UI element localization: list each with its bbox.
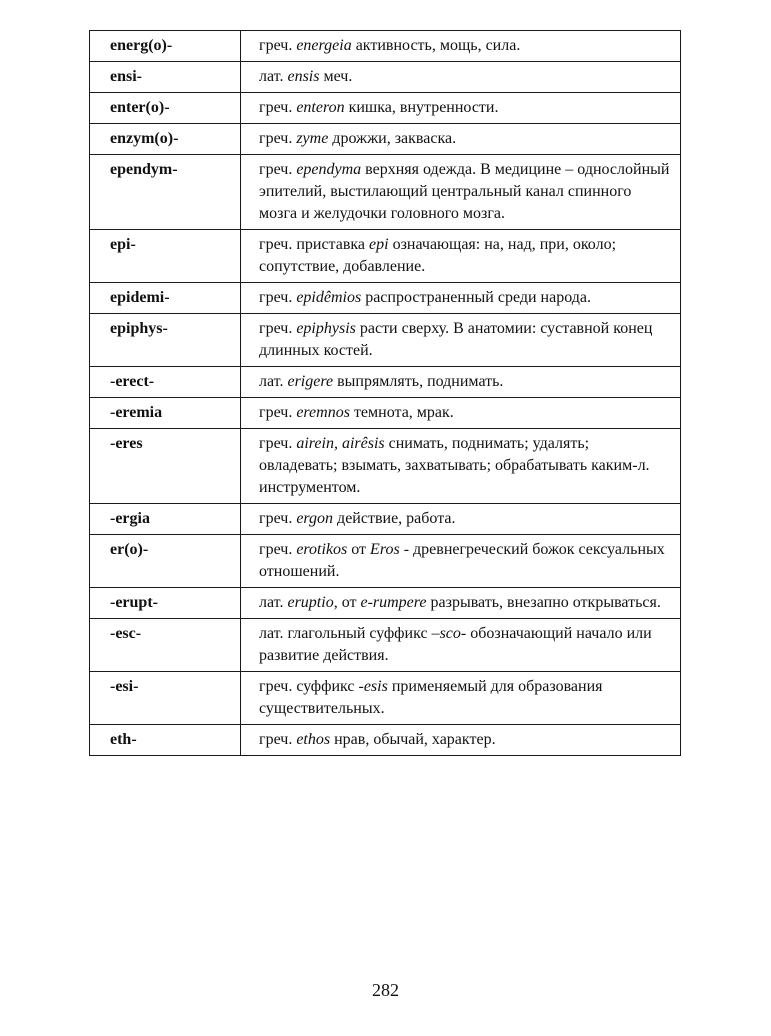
term-cell: epi- <box>90 230 241 283</box>
definition-segment: выпрямлять, поднимать. <box>333 373 504 390</box>
definition-segment: лат. <box>259 594 288 611</box>
definition-cell <box>241 398 681 429</box>
table-row <box>90 725 681 756</box>
definition-segment: лат. <box>259 373 288 390</box>
term-cell: epiphys- <box>90 314 241 367</box>
table-row <box>90 504 681 535</box>
table-row <box>90 619 681 672</box>
definition-italic-segment: erotikos <box>296 541 348 558</box>
definition-italic-segment: erigere <box>287 373 334 390</box>
term-cell: ensi- <box>90 62 241 93</box>
definition-cell <box>241 31 681 62</box>
definition-segment: разрывать, внезапно открываться. <box>426 594 661 611</box>
table-row <box>90 62 681 93</box>
term-cell: -eremia <box>90 398 241 429</box>
definition-segment: означающая: на, над, при, около; сопутствие, добавление. <box>259 236 617 275</box>
definition-segment: , от <box>333 594 361 611</box>
term-cell: er(o)- <box>90 535 241 588</box>
definition-segment: греч. <box>259 510 297 527</box>
definition-italic-segment: epi <box>369 236 389 253</box>
definition-italic-segment: ependyma <box>296 161 362 178</box>
definition-cell <box>241 62 681 93</box>
definition-segment: лат. глагольный суффикс <box>259 625 432 642</box>
definition-cell <box>241 230 681 283</box>
definition-segment: греч. <box>259 37 297 54</box>
table-row <box>90 367 681 398</box>
definition-segment: нрав, обычай, характер. <box>330 731 496 748</box>
term-table <box>89 30 681 756</box>
definition-cell <box>241 588 681 619</box>
definition-segment: - древнегреческий божок сексуальных отношений. <box>259 541 665 580</box>
term-cell: -erect- <box>90 367 241 398</box>
definition-segment: греч. <box>259 731 297 748</box>
definition-segment: греч. суффикс <box>259 678 359 695</box>
definition-segment: меч. <box>319 68 353 85</box>
definition-cell <box>241 725 681 756</box>
definition-cell <box>241 504 681 535</box>
definition-cell <box>241 283 681 314</box>
definition-segment: греч. <box>259 541 297 558</box>
definition-segment: греч. <box>259 130 297 147</box>
term-cell: -esi- <box>90 672 241 725</box>
definition-segment: верхняя одежда. В медицине – однослойный эпителий, выстилающий центральный канал спинного мозга и желудочки головного мозга. <box>259 161 670 222</box>
definition-italic-segment: epidêmios <box>296 289 362 306</box>
table-row <box>90 283 681 314</box>
definition-cell <box>241 535 681 588</box>
definition-italic-segment: enteron <box>296 99 345 116</box>
page-number: 282 <box>372 980 399 1000</box>
definition-italic-segment: epiphysis <box>296 320 356 337</box>
definition-italic-segment: ethos <box>296 731 331 748</box>
definition-segment: греч. <box>259 289 297 306</box>
definition-segment: лат. <box>259 68 288 85</box>
term-cell: enter(o)- <box>90 93 241 124</box>
term-cell: -eres <box>90 429 241 504</box>
definition-segment: обозначающий начало или развитие действия. <box>259 625 652 664</box>
definition-italic-segment: eruptio <box>287 594 334 611</box>
table-row <box>90 155 681 230</box>
definition-segment: действие, работа. <box>333 510 456 527</box>
definition-segment: снимать, поднимать; удалять; овладевать; взымать, захватывать; обрабатывать каким-л. инструментом. <box>259 435 650 496</box>
definition-segment: греч. <box>259 320 297 337</box>
definition-cell <box>241 367 681 398</box>
table-row <box>90 672 681 725</box>
table-row <box>90 535 681 588</box>
definition-italic-segment: e-rumpere <box>360 594 427 611</box>
definition-segment: греч. приставка <box>259 236 370 253</box>
term-table-body <box>90 31 681 756</box>
definition-segment: греч. <box>259 404 297 421</box>
term-cell: -ergia <box>90 504 241 535</box>
term-cell: -esc- <box>90 619 241 672</box>
definition-cell <box>241 429 681 504</box>
table-row <box>90 31 681 62</box>
definition-italic-segment: Eros <box>370 541 400 558</box>
table-row <box>90 124 681 155</box>
definition-segment: кишка, внутренности. <box>344 99 499 116</box>
definition-italic-segment: airein, airêsis <box>296 435 385 452</box>
definition-cell <box>241 672 681 725</box>
table-row <box>90 230 681 283</box>
definition-cell <box>241 619 681 672</box>
term-cell: eth- <box>90 725 241 756</box>
definition-italic-segment: energeia <box>296 37 352 54</box>
table-row <box>90 429 681 504</box>
definition-segment: применяемый для образования существительных. <box>259 678 603 717</box>
term-cell: -erupt- <box>90 588 241 619</box>
table-row <box>90 588 681 619</box>
definition-segment: греч. <box>259 161 297 178</box>
definition-segment: греч. <box>259 435 297 452</box>
definition-italic-segment: ergon <box>296 510 334 527</box>
term-cell: ependym- <box>90 155 241 230</box>
table-row <box>90 398 681 429</box>
definition-italic-segment: -esis <box>358 678 388 695</box>
definition-cell <box>241 155 681 230</box>
term-cell: energ(o)- <box>90 31 241 62</box>
definition-italic-segment: ensis <box>287 68 320 85</box>
definition-segment: распространенный среди народа. <box>361 289 591 306</box>
term-cell: epidemi- <box>90 283 241 314</box>
table-row <box>90 93 681 124</box>
definition-segment: расти сверху. В анатомии: суставной конец длинных костей. <box>259 320 653 359</box>
definition-segment: греч. <box>259 99 297 116</box>
definition-segment: от <box>347 541 371 558</box>
definition-cell <box>241 314 681 367</box>
term-cell: enzym(o)- <box>90 124 241 155</box>
definition-segment: темнота, мрак. <box>349 404 454 421</box>
definition-cell <box>241 93 681 124</box>
definition-italic-segment: –sco- <box>431 625 467 642</box>
table-row <box>90 314 681 367</box>
definition-segment: дрожжи, закваска. <box>328 130 457 147</box>
definition-italic-segment: zyme <box>296 130 329 147</box>
definition-italic-segment: eremnos <box>296 404 350 421</box>
definition-segment: активность, мощь, сила. <box>351 37 521 54</box>
definition-cell <box>241 124 681 155</box>
